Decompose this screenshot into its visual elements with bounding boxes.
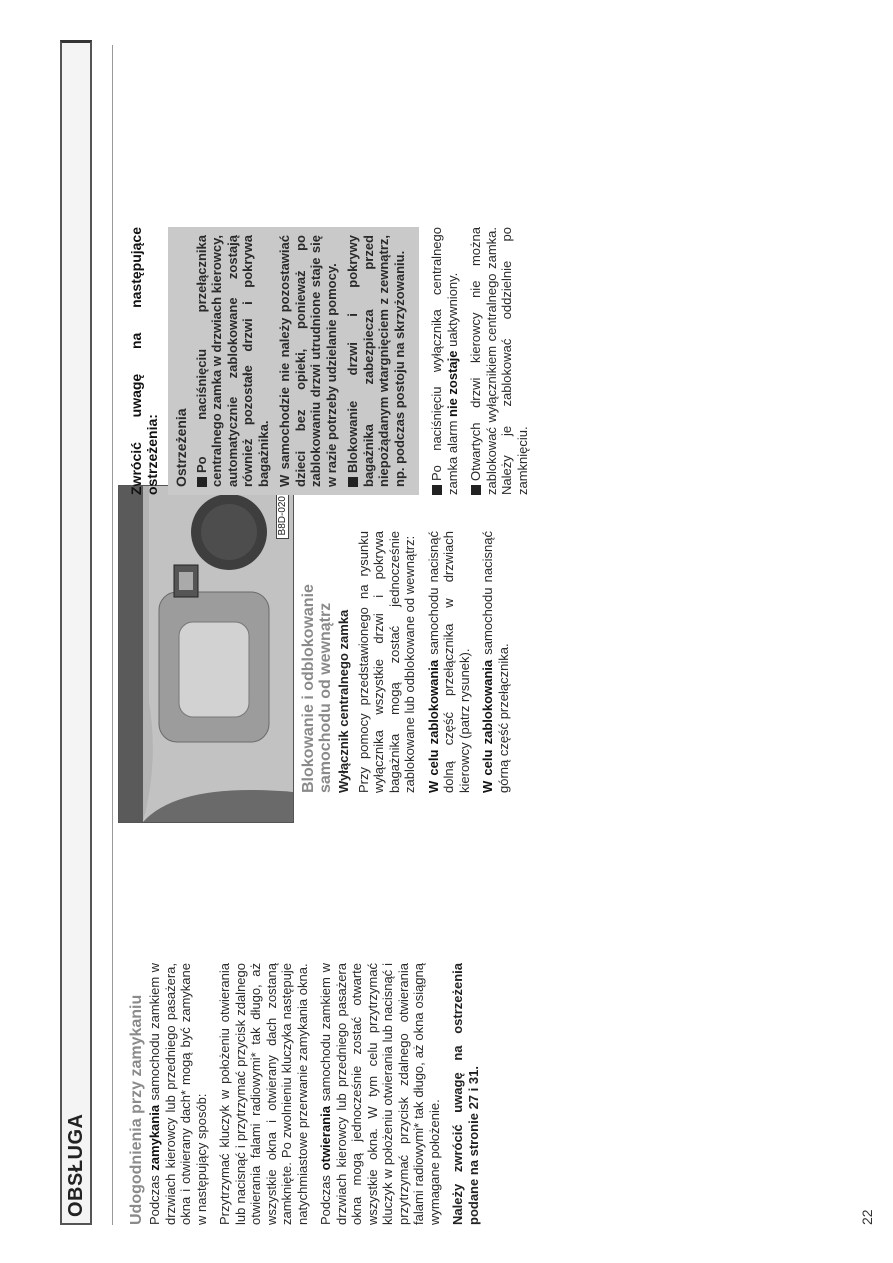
column-central-lock: [300, 531, 519, 793]
square-bullet-icon: [471, 485, 481, 495]
column-warnings: [128, 227, 538, 495]
square-bullet-icon: [197, 477, 207, 487]
warning-item: W samochodzie nie należy pozostawiać dzieci bez opieki, ponieważ po zablokowaniu drzwi utrudnione staje się w razie potrzeby udzielanie pomocy.: [277, 235, 339, 487]
square-bullet-icon: [348, 477, 358, 487]
paragraph-lock-upper: W celu zablokowania samochodu nacisnąć górną część przełącznika.: [480, 531, 511, 793]
paragraph-closing: Podczas zamykania samochodu zamkiem w drzwiach kierowcy lub przedniego pasażera, okna i otwierany dach* mogą być zamykane w następujący sposób:: [147, 963, 209, 1225]
door-switch-photo: [118, 485, 294, 823]
section-title-comfort: Udogodnienia przy zamykaniu: [128, 994, 145, 1225]
warning-box: [168, 227, 419, 495]
warnings-intro: Zwrócić uwagę na następujące ostrzeżenia:: [128, 227, 160, 495]
page-number: 22: [859, 1209, 875, 1225]
paragraph-lock: W celu zablokowania samochodu nacisnąć dolną część przełącznika w drzwiach kierowcy (patrz rysunek).: [425, 531, 472, 793]
note-warnings-reference: Należy zwrócić uwagę na ostrzeżenia podane na stronie 27 i 31.: [450, 963, 481, 1225]
paragraph-hold-key: Przytrzymać kluczyk w położeniu otwierania lub nacisnąć i przytrzymać przycisk zdalnego otwierania falami radiowymi* tak długo, aż wszystkie okna i otwierany dach zostaną zamknięte. Po zwolnieniu kluczyka następuje natychmiastowe przerwanie zamykania okna.: [217, 963, 310, 1225]
warning-title: Ostrzeżenia: [173, 408, 189, 487]
column-comfort-closing: [128, 963, 489, 1225]
divider: [112, 45, 113, 1225]
header-bar: [60, 40, 92, 1225]
bullet-open-door: Otwartych drzwi kierowcy nie można zablokować wyłącznikiem centralnego zamka. Należy je zablokować oddzielnie po zamknięciu.: [468, 227, 530, 495]
paragraph-switch: Przy pomocy przedstawionego na rysunku wyłącznika wszystkie drzwi i pokrywa bagażnika mogą zostać jednocześnie zablokowane lub odblokowane od wewnątrz:: [355, 531, 417, 793]
bullet-alarm: Po naciśnięciu wyłącznika centralnego zamka alarm nie zostaje uaktywniony.: [429, 227, 460, 495]
warning-item: Po naciśnięciu przełącznika centralnego zamka w drzwiach kierowcy, automatycznie zablokowane zostają również pozostałe drzwi i pokrywa bagażnika.: [193, 235, 271, 487]
page-title: OBSŁUGA: [65, 1113, 87, 1217]
door-panel-image: [119, 486, 293, 822]
subsection-title-switch: Wyłącznik centralnego zamka: [336, 609, 351, 793]
figure-code: B8D-020: [276, 492, 289, 539]
square-bullet-icon: [432, 485, 442, 495]
section-title-locking: Blokowanie i odblokowanie samochodu od wewnątrz: [300, 584, 334, 793]
warning-item: Blokowanie drzwi i pokrywy bagażnika zabezpiecza przed niepożądanym wtargnięciem z zewnątrz, np. podczas postoju na skrzyżowaniu.: [345, 235, 407, 487]
paragraph-opening: Podczas otwierania samochodu zamkiem w drzwiach kierowcy lub przedniego pasażera okna mogą jednocześnie zostać otwarte wszystkie okna. W tym celu przytrzymać kluczyk w położeniu otwierania lub nacisnąć i przytrzymać przycisk zdalnego otwierania falami radiowymi* tak długo, aż okna osiągną wymagane położenie.: [318, 963, 442, 1225]
